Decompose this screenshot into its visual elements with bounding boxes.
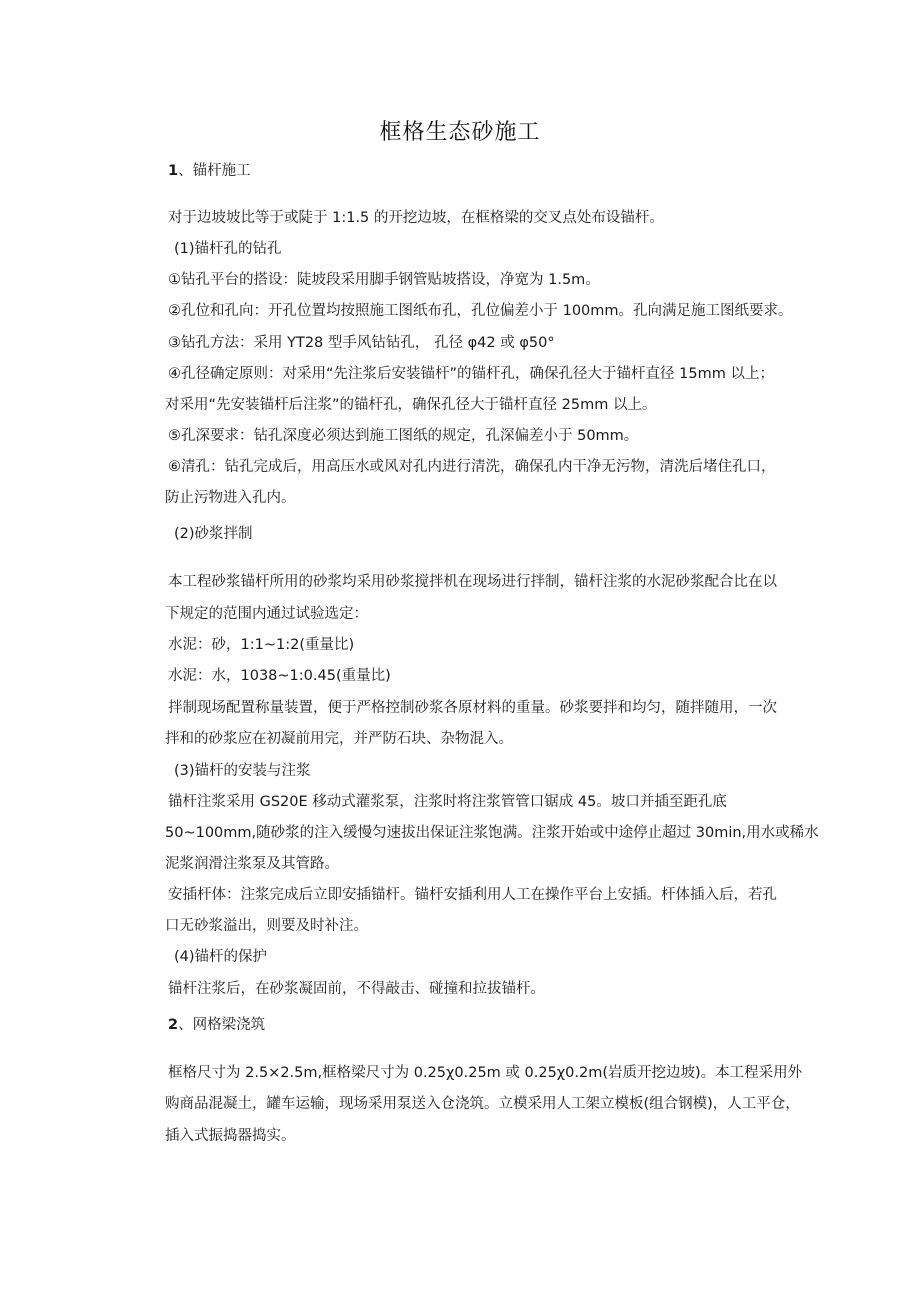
subsection-3-para-1-line-3: 泥浆润滑注浆泵及其管路。 (165, 856, 339, 872)
subsection-1-item-4-line-2: 对采用“先安装锚杆后注浆”的锚杆孔，确保孔径大于锚杆直径 25mm 以上。 (165, 397, 657, 413)
subsection-4-heading: (4)锚杆的保护 (174, 949, 268, 965)
subsection-3-para-2-line-2: 口无砂浆溢出，则要及时补注。 (165, 918, 368, 934)
section-1-intro: 对于边坡坡比等于或陡于 1:1.5 的开挖边坡，在框格梁的交叉点处布设锚杆。 (168, 210, 664, 226)
subsection-3-heading: (3)锚杆的安装与注浆 (174, 763, 311, 779)
section-1-title: 、锚杆施工 (178, 163, 251, 179)
subsection-3-para-2-line-1: 安插杆体：注浆完成后立即安插锚杆。锚杆安插利用人工在操作平台上安插。杆体插入后，若孔 (168, 887, 777, 903)
subsection-2-heading: (2)砂浆拌制 (174, 526, 253, 542)
section-2-number: 2 (168, 1017, 179, 1033)
section-2-heading (168, 1015, 808, 1035)
section-1-number: 1 (168, 163, 179, 179)
subsection-3-para-1-line-1: 锚杆注浆采用 GS20E 移动式灌浆泵，注浆时将注浆管管口锯成 45。坡口并插至距孔底 (168, 794, 727, 810)
subsection-2-para-1-line-2: 下规定的范围内通过试验选定： (165, 606, 368, 622)
subsection-1-item-2: ②孔位和孔向：开孔位置均按照施工图纸布孔，孔位偏差小于 100mm。孔向满足施工图纸要求。 (168, 303, 793, 319)
subsection-1-item-6-line-1: ⑥清孔：钻孔完成后，用高压水或风对孔内进行清洗，确保孔内干净无污物，清洗后堵住孔口， (168, 459, 776, 475)
document-title: 框格生态砂施工 (379, 120, 541, 145)
subsection-1-item-1: ①钻孔平台的搭设：陡坡段采用脚手钢管贴坡搭设，净宽为 1.5m。 (168, 272, 600, 288)
subsection-1-item-5: ⑤孔深要求：钻孔深度必须达到施工图纸的规定，孔深偏差小于 50mm。 (168, 428, 639, 444)
section-2-para-1-line-3: 插入式振捣器捣实。 (165, 1128, 296, 1144)
section-2-para-1-line-1: 框格尺寸为 2.5×2.5m,框格梁尺寸为 0.25χ0.25m 或 0.25χ0.2m(岩质开挖边坡)。本工程采用外 (168, 1065, 803, 1081)
subsection-2-para-2-line-1: 拌制现场配置称量装置，便于严格控制砂浆各原材料的重量。砂浆要拌和均匀，随拌随用，一次 (168, 700, 777, 716)
subsection-2-ratio-2: 水泥：水，1038~1:0.45(重量比) (168, 668, 391, 684)
subsection-1-item-4-line-1: ④孔径确定原则：对采用“先注浆后安装锚杆”的锚杆孔，确保孔径大于锚杆直径 15mm 以上； (168, 366, 774, 382)
subsection-2-para-1-line-1: 本工程砂浆锚杆所用的砂浆均采用砂浆搅拌机在现场进行拌制，锚杆注浆的水泥砂浆配合比在以 (168, 574, 777, 590)
section-2-para-1-line-2: 购商品混凝土，罐车运输，现场采用泵送入仓浇筑。立模采用人工架立模板(组合钢模)，人工平仓， (165, 1096, 800, 1112)
subsection-4-para-1: 锚杆注浆后，在砂浆凝固前，不得敲击、碰撞和拉拔锚杆。 (168, 981, 545, 997)
subsection-1-item-3: ③钻孔方法：采用 YT28 型手风钻钻孔， 孔径 φ42 或 φ50° (168, 335, 555, 351)
subsection-1-heading: (1)锚杆孔的钻孔 (174, 241, 282, 257)
subsection-2-para-2-line-2: 拌和的砂浆应在初凝前用完，并严防石块、杂物混入。 (165, 731, 513, 747)
subsection-2-ratio-1: 水泥：砂，1:1~1:2(重量比) (168, 637, 355, 653)
subsection-1-item-6-line-2: 防止污物进入孔内。 (165, 490, 296, 506)
section-2-title: 、网格梁浇筑 (178, 1017, 266, 1033)
section-1-heading (168, 161, 808, 181)
subsection-3-para-1-line-2: 50~100mm,随砂浆的注入缓慢匀速拔出保证注浆饱满。注浆开始或中途停止超过 30min,用水或稀水 (165, 825, 819, 841)
